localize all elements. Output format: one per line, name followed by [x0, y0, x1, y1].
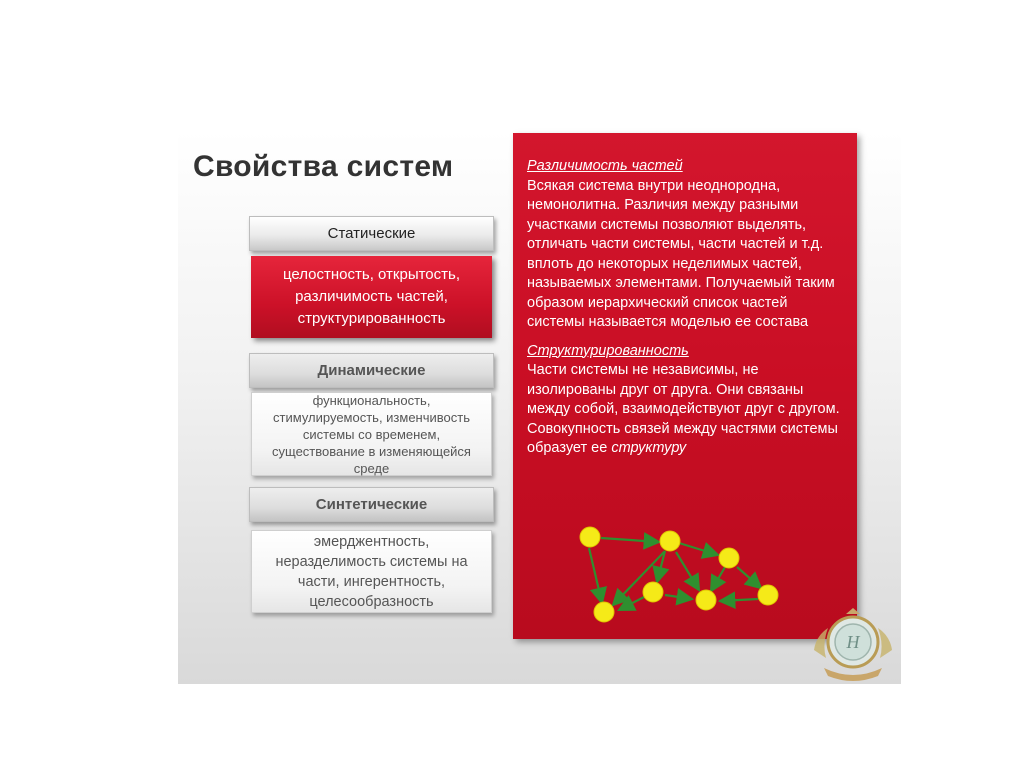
svg-text:Н: Н [846, 632, 860, 652]
dynamic-header-label: Динамические [317, 362, 426, 379]
graph-node [719, 548, 739, 568]
synthetic-properties-text: эмерджентность, неразделимость системы на части, ингерентность, целесообразность [275, 533, 468, 610]
structuredness-body-text: Части системы не независимы, не изолированы друг от друга. Они связаны между собой, взаимодействуют друг с другом. Совокупность связей между частями системы образует ее [527, 362, 840, 456]
synthetic-header-label: Синтетические [315, 496, 428, 513]
description-text [527, 157, 847, 459]
static-properties-text: целостность, открытость, различимость частей, структурированность [282, 266, 460, 327]
graph-edge [589, 548, 602, 603]
distinguishability-title: Различимость частей [527, 158, 683, 174]
synthetic-header [249, 487, 494, 522]
dynamic-properties-text: функциональность, стимулируемость, изменчивость системы со временем, существование в изменяющейся среде [272, 392, 471, 476]
graph-edge [665, 595, 692, 599]
dynamic-properties-box [251, 392, 492, 476]
graph-node [643, 582, 663, 602]
graph-node [660, 531, 680, 551]
distinguishability-body: Всякая система внутри неоднородна, немонолитна. Различия между разными участками системы позволяют выделять, отличать части системы, части частей и т.д. вплоть до некоторых неделимых частей, называемых элементами. Получаемый таким образом иерархический список частей системы называется моделью ее состава [527, 177, 835, 330]
slide-title: Свойства систем [193, 150, 454, 183]
graph-edge [676, 552, 699, 590]
graph-edge [711, 567, 725, 591]
graph-node [580, 527, 600, 547]
structuredness-body [527, 361, 847, 459]
static-properties-box [251, 256, 492, 338]
structure-emphasis: структуру [611, 440, 687, 456]
graph-edge [619, 597, 644, 610]
graph-node [696, 590, 716, 610]
synthetic-properties-box [251, 530, 492, 613]
dynamic-header [249, 353, 494, 388]
graph-node [594, 602, 614, 622]
structuredness-title: Структурированность [527, 342, 689, 359]
graph-edge [720, 599, 758, 601]
graph-node [758, 585, 778, 605]
university-seal-icon [806, 606, 900, 682]
graph-edge [601, 538, 659, 542]
static-header-label: Статические [327, 225, 416, 242]
graph-edge [737, 567, 761, 588]
static-header [249, 216, 494, 251]
graph-edge [679, 543, 718, 555]
